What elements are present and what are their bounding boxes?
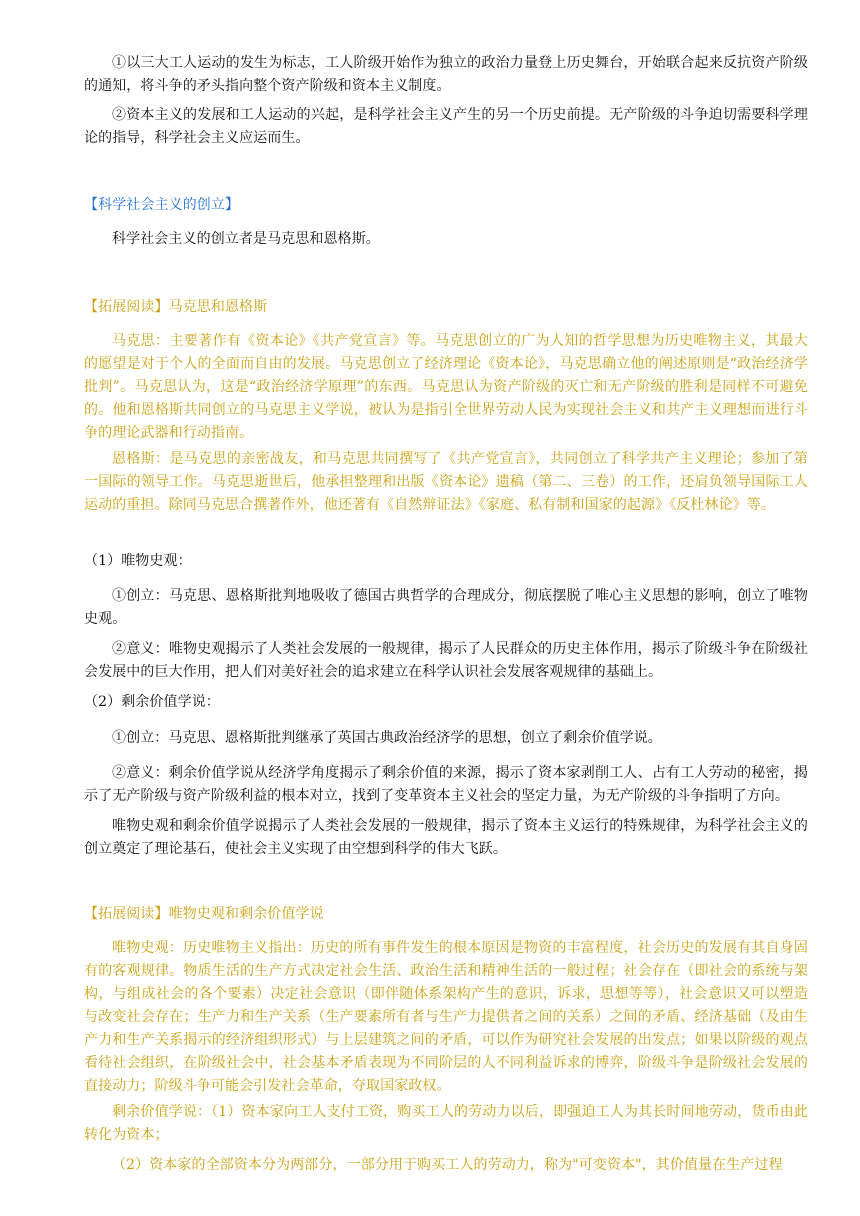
surplus-value-extension-paragraph-1: 剩余价值学说：（1）资本家向工人支付工资，购买工人的劳动力以后，即强迫工人为其长时间地劳动，货币由此转化为资本； bbox=[84, 1104, 808, 1143]
historical-materialism-creation: ①创立：马克思、恩格斯批判地吸收了德国古典哲学的合理成分，彻底摆脱了唯心主义思想的影响，创立了唯物史观。 bbox=[84, 588, 808, 627]
materialism-paragraph: 唯物史观：历史唯物主义指出：历史的所有事件发生的根本原因是物资的丰富程度，社会历史的发展有其自身固有的客观规律。物质生活的生产方式决定社会生活、政治生活和精神生活的一般过程；社会存在（即社会的系统与架构，与组成社会的各个要素）决定社会意识（即伴随体系架构产生的意识，诉求，思想等等），社会意识又可以塑造与改变社会存在；生产力和生产关系（生产要素所有者与生产力提供者之间的关系）之间的矛盾、经济基础（及由生产力和生产关系揭示的经济组织形式）与上层建筑之间的矛盾，可以作为研究社会发展的出发点；如果以阶级的观点看待社会组织，在阶级社会中，社会基本矛盾表现为不同阶层的人不同利益诉求的博弈，阶级斗争是阶级社会发展的直接动力；阶级斗争可能会引发社会革命，夺取国家政权。 bbox=[84, 940, 808, 1094]
intro-paragraph-2: ②资本主义的发展和工人运动的兴起，是科学社会主义产生的另一个历史前提。无产阶级的斗争迫切需要科学理论的指导，科学社会主义应运而生。 bbox=[84, 107, 808, 146]
section-heading-founding: 【科学社会主义的创立】 bbox=[84, 197, 240, 213]
extension-label: 【拓展阅读】 bbox=[84, 906, 169, 922]
extension-title: 唯物史观和剩余价值学说 bbox=[168, 906, 324, 922]
historical-materialism-significance: ②意义：唯物史观揭示了人类社会发展的一般规律，揭示了人民群众的历史主体作用，揭示了阶级斗争在阶级社会发展中的巨大作用，把人们对美好社会的追求建立在科学认识社会发展客观规律的基础上。 bbox=[84, 641, 808, 680]
extension-heading-1 bbox=[84, 296, 808, 319]
surplus-value-significance: ②意义：剩余价值学说从经济学角度揭示了剩余价值的来源，揭示了资本家剥削工人、占有工人劳动的秘密，揭示了无产阶级与资产阶级利益的根本对立，找到了变革资本主义社会的坚定力量，为无产阶级的斗争指明了方向。 bbox=[84, 765, 808, 804]
marx-paragraph: 马克思：主要著作有《资本论》《共产党宣言》等。马克思创立的广为人知的哲学思想为历史唯物主义，其最大的愿望是对于个人的全面而自由的发展。马克思创立了经济理论《资本论》，马克思确立他的阐述原则是“政治经济学批判”。马克思认为，这是“政治经济学原理”的东西。马克思认为资产阶级的灭亡和无产阶级的胜利是同样不可避免的。他和恩格斯共同创立的马克思主义学说，被认为是指引全世界劳动人民为实现社会主义和共产主义理想而进行斗争的理论武器和行动指南。 bbox=[84, 333, 808, 441]
extension-title: 马克思和恩格斯 bbox=[168, 299, 268, 315]
engels-paragraph: 恩格斯：是马克思的亲密战友，和马克思共同撰写了《共产党宣言》，共同创立了科学共产主义理论；参加了第一国际的领导工作。马克思逝世后，他承担整理和出版《资本论》遗稿（第二、三卷）的工作，还肩负领导国际工人运动的重担。除同马克思合撰著作外，他还著有《自然辩证法》《家庭、私有制和国家的起源》《反杜林论》等。 bbox=[84, 451, 808, 513]
intro-paragraph-1: ①以三大工人运动的发生为标志，工人阶级开始作为独立的政治力量登上历史舞台，开始联合起来反抗资产阶级的通知，将斗争的矛头指向整个资产阶级和资本主义制度。 bbox=[84, 55, 808, 94]
surplus-value-extension-paragraph-2: （2）资本家的全部资本分为两部分，一部分用于购买工人的劳动力，称为"可变资本"，其价值量在生产过程 bbox=[112, 1157, 783, 1173]
surplus-value-creation: ①创立：马克思、恩格斯批判继承了英国古典政治经济学的思想，创立了剩余价值学说。 bbox=[112, 730, 662, 746]
surplus-value-heading: （2）剩余价值学说： bbox=[84, 694, 220, 710]
extension-heading-2 bbox=[84, 903, 808, 926]
historical-materialism-heading: （1）唯物史观： bbox=[84, 553, 192, 569]
founding-text: 科学社会主义的创立者是马克思和恩格斯。 bbox=[112, 231, 380, 247]
surplus-value-summary: 唯物史观和剩余价值学说揭示了人类社会发展的一般规律，揭示了资本主义运行的特殊规律，为科学社会主义的创立奠定了理论基石，使社会主义实现了由空想到科学的伟大飞跃。 bbox=[84, 818, 808, 857]
extension-label: 【拓展阅读】 bbox=[84, 299, 169, 315]
